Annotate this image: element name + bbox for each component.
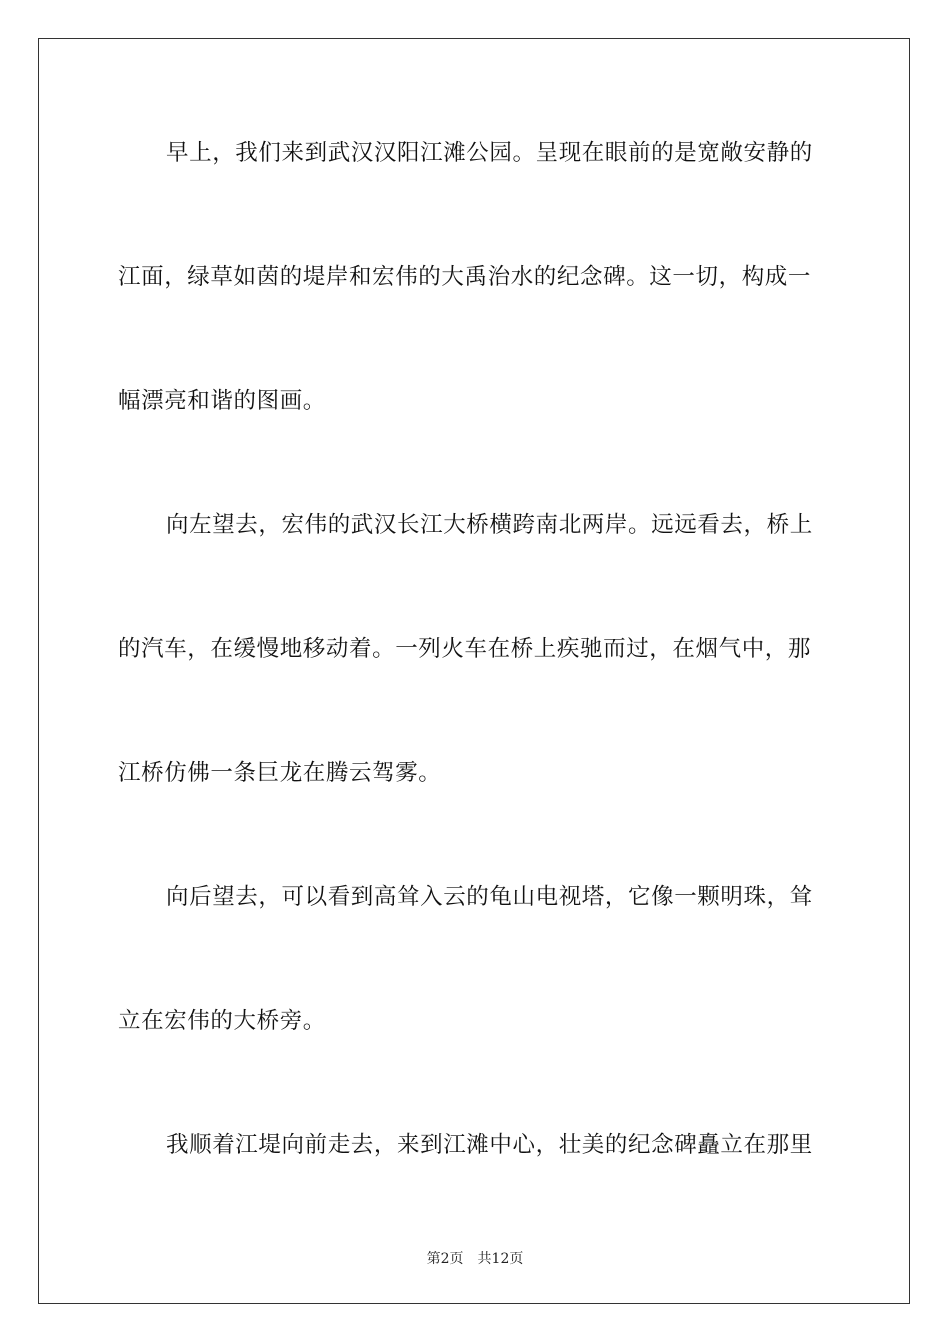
paragraph-2-line-3: 江桥仿佛一条巨龙在腾云驾雾。 (118, 760, 442, 786)
page-total: 共12页 (477, 1251, 524, 1267)
paragraph-1-line-3: 幅漂亮和谐的图画。 (118, 388, 326, 414)
line-gap (118, 184, 832, 246)
line-gap (118, 928, 832, 990)
line-gap (118, 308, 832, 370)
page-number: 第2页 (426, 1251, 464, 1267)
paragraph-1-line-1: 早上，我们来到武汉汉阳江滩公园。呈现在眼前的是宽敞安静的 (166, 140, 813, 166)
paragraph-3-line-1: 向后望去，可以看到高耸入云的龟山电视塔，它像一颗明珠，耸 (166, 884, 813, 910)
line-gap (118, 1052, 832, 1114)
line-gap (118, 556, 832, 618)
page-footer (0, 1248, 950, 1268)
paragraph-4-line-1: 我顺着江堤向前走去，来到江滩中心，壮美的纪念碑矗立在那里 (166, 1132, 813, 1158)
line-gap (118, 804, 832, 866)
line-gap (118, 432, 832, 494)
paragraph-1-line-2: 江面，绿草如茵的堤岸和宏伟的大禹治水的纪念碑。这一切，构成一 (118, 264, 812, 290)
document-body (118, 122, 832, 1176)
paragraph-3-line-2: 立在宏伟的大桥旁。 (118, 1008, 326, 1034)
paragraph-2-line-2: 的汽车，在缓慢地移动着。一列火车在桥上疾驰而过，在烟气中，那 (118, 636, 812, 662)
paragraph-2-line-1: 向左望去，宏伟的武汉长江大桥横跨南北两岸。远远看去，桥上 (166, 512, 813, 538)
line-gap (118, 680, 832, 742)
